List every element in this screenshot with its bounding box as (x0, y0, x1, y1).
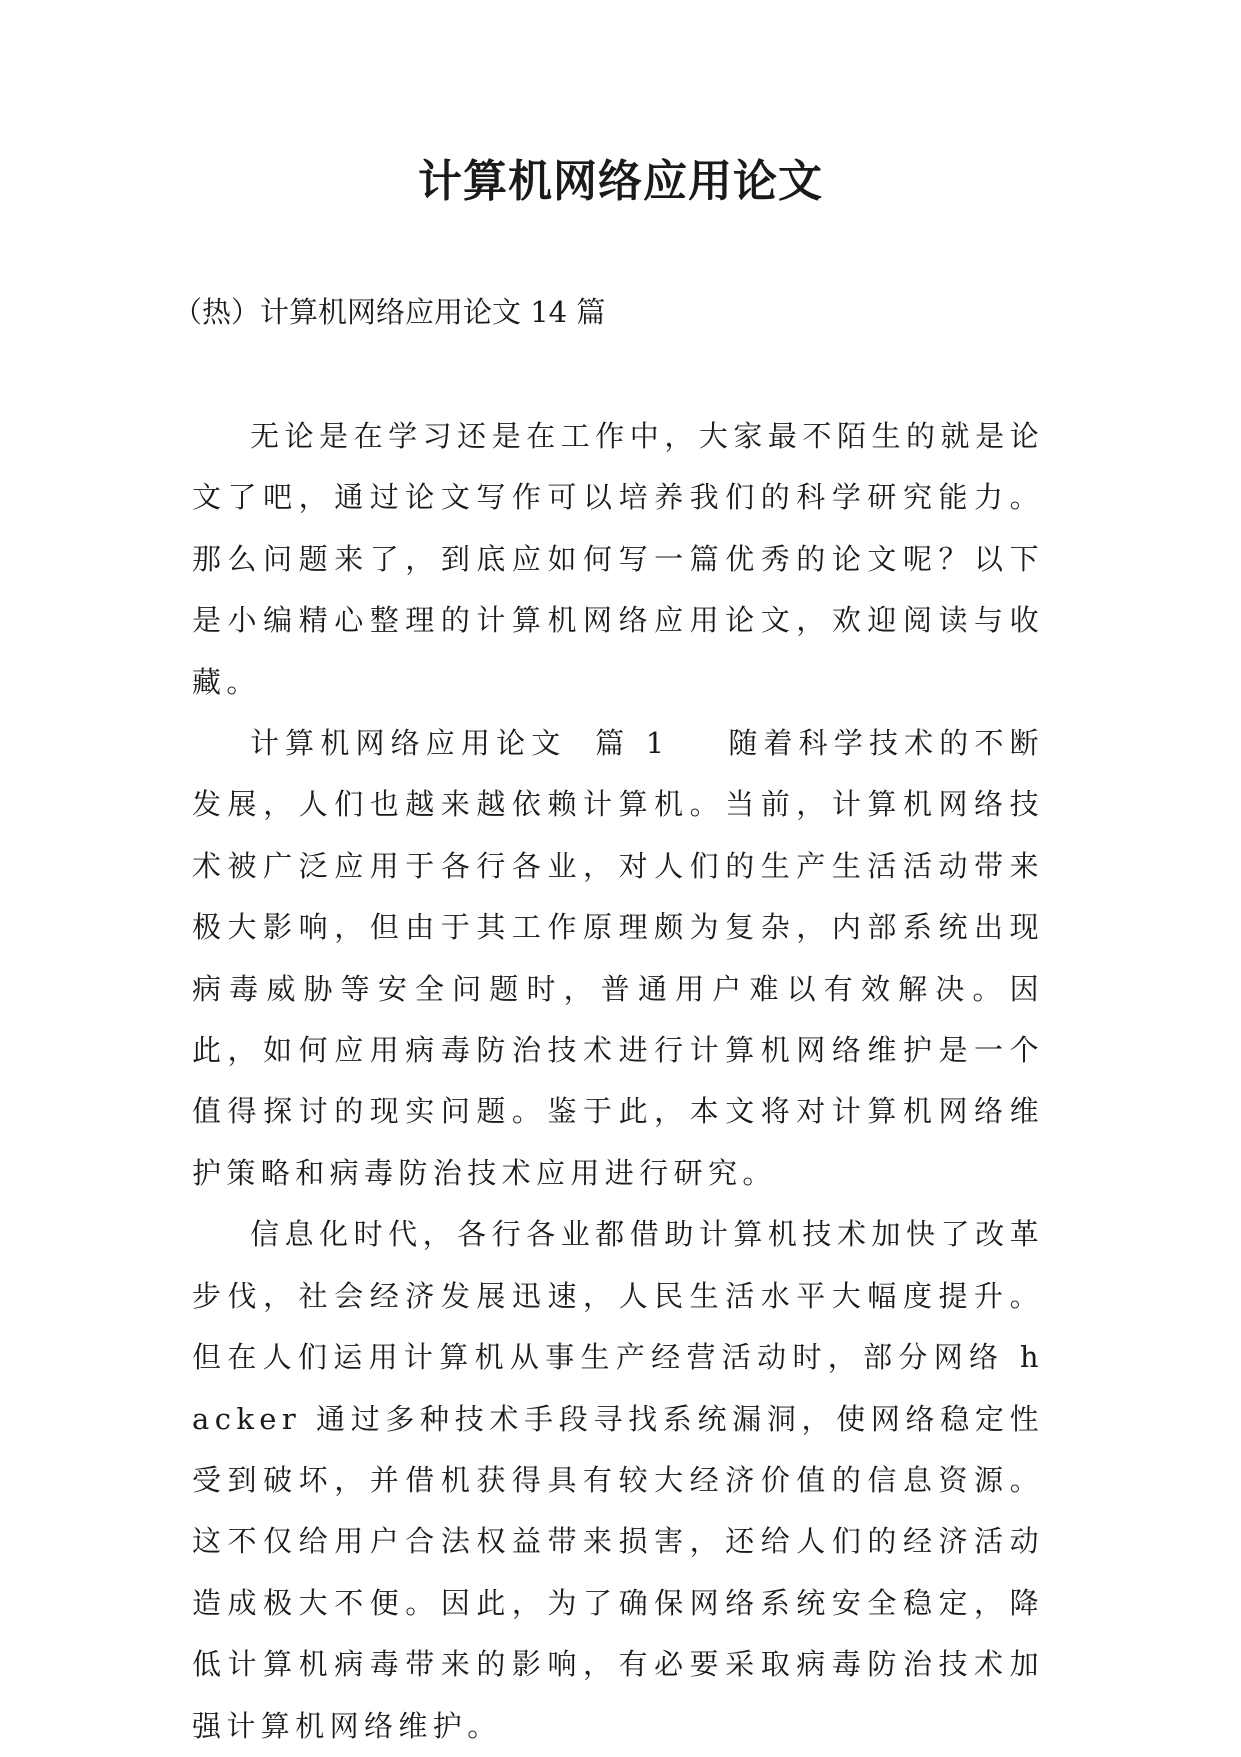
body-paragraph-3: 信息化时代，各行各业都借助计算机技术加快了改革步伐，社会经济发展迅速，人民生活水平大幅度提升。但在人们运用计算机从事生产经营活动时，部分网络 hacker 通过多种技术手段寻找系统漏洞，使网络稳定性受到破坏，并借机获得具有较大经济价值的信息资源。这不仅给用户合法权益带来损害，还给人们的经济活动造成极大不便。因此，为了确保网络系统安全稳定，降低计算机病毒带来的影响，有必要采取病毒防治技术加强计算机网络维护。 (192, 1217, 1044, 1743)
section-1-paragraph (192, 713, 1044, 1204)
document-body (192, 406, 1044, 1757)
section-1-label: 篇 1 (594, 726, 670, 761)
intro-paragraph: 无论是在学习还是在工作中，大家最不陌生的就是论文了吧，通过论文写作可以培养我们的科学研究能力。那么问题来了，到底应如何写一篇优秀的论文呢？以下是小编精心整理的计算机网络应用论文，欢迎阅读与收藏。 (192, 419, 1044, 699)
section-1-heading: 计算机网络应用论文 (250, 726, 567, 761)
document-title: 计算机网络应用论文 (418, 156, 823, 207)
document-subtitle: （热）计算机网络应用论文 14 篇 (173, 295, 606, 329)
section-1-text: 随着科学技术的不断发展，人们也越来越依赖计算机。当前，计算机网络技术被广泛应用于各行各业，对人们的生产生活活动带来极大影响，但由于其工作原理颇为复杂，内部系统出现病毒威胁等安全问题时，普通用户难以有效解决。因此，如何应用病毒防治技术进行计算机网络维护是一个值得探讨的现实问题。鉴于此，本文将对计算机网络维护策略和病毒防治技术应用进行研究。 (192, 726, 1044, 1190)
